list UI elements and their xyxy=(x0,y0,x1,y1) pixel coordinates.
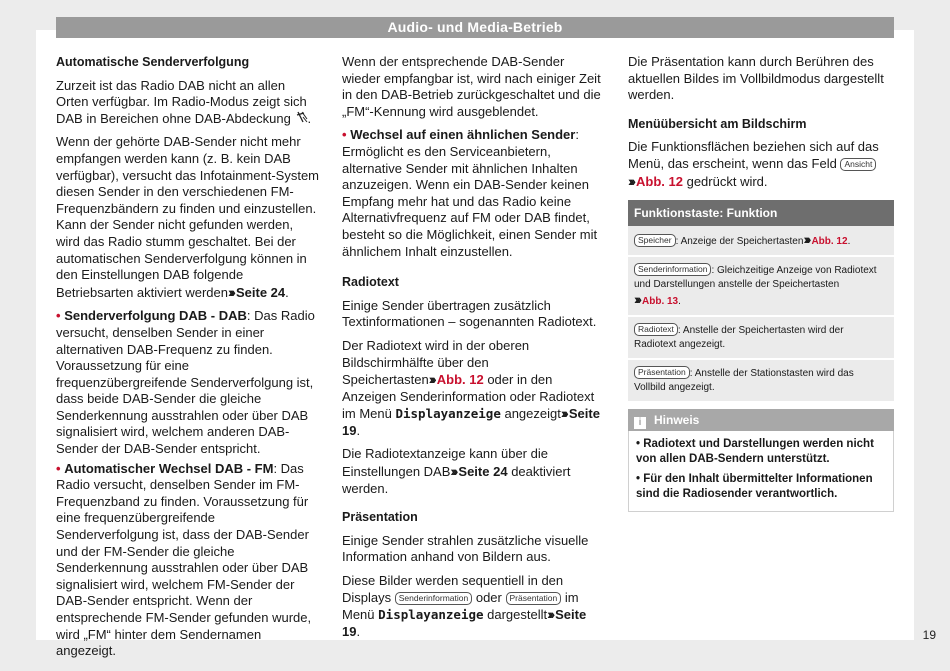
bullet-icon: • xyxy=(636,438,641,451)
menu-name: Displayanzeige xyxy=(378,607,484,623)
bullet-icon: • xyxy=(56,308,61,324)
bullet-title: Wechsel auf einen ähnlichen Sender xyxy=(350,127,576,143)
paragraph xyxy=(56,78,320,128)
no-dab-antenna-icon xyxy=(295,111,308,123)
paragraph xyxy=(56,134,320,301)
heading-radiotext: Radiotext xyxy=(342,275,399,290)
text: Die Funktionsflächen beziehen sich auf das Menü, das erscheint, wenn das Feld xyxy=(628,139,879,171)
key-praesentation[interactable]: Präsentation xyxy=(634,366,690,379)
paragraph xyxy=(342,338,604,440)
text: deaktiviert werden. xyxy=(342,464,571,496)
key-senderinformation[interactable]: Senderinformation xyxy=(395,592,472,605)
paragraph xyxy=(342,446,604,497)
text: . xyxy=(356,623,361,639)
function-text: : Gleichzeitige Anzeige von Radiotext und Darstellungen anstelle der Speichertasten xyxy=(634,265,877,291)
key-senderinformation[interactable]: Senderinformation xyxy=(634,263,711,276)
page-link[interactable]: Seite 24 xyxy=(235,284,286,300)
bullet-title: Automatischer Wechsel DAB - FM xyxy=(64,460,274,476)
hinweis-body xyxy=(628,431,894,512)
function-text: : Anstelle der Speichertasten wird der Radiotext angezeigt. xyxy=(634,325,844,351)
function-row xyxy=(628,257,894,317)
hinweis-box xyxy=(628,409,894,512)
page-link[interactable]: Seite 19 xyxy=(342,406,600,438)
text: . xyxy=(285,284,289,300)
function-text: : Anstelle der Stationstasten wird das Vollbild angezeigt. xyxy=(634,368,854,394)
text: im Menü xyxy=(342,589,579,623)
paragraph: Einige Sender strahlen zusätzliche visuelle Information anhand von Bildern aus. xyxy=(342,532,589,565)
paragraph: Die Präsentation kann durch Berühren des aktuellen Bildes im Vollbildmodus dargestellt werden. xyxy=(628,54,884,103)
figure-link[interactable]: Abb. 12 xyxy=(811,236,848,248)
bullet-text: : Ermöglicht es den Serviceanbietern, alternative Sender mit ähnlichen Inhalten anzuzeigen. Wenn ein DAB-Sender keinen Empfang mehr hat und das Radio keine Alternativfrequenz auf FM oder DAB findet, besteht so die Möglichkeit, einen Sender mit ähnlichem Inhalt einzustellen. xyxy=(342,127,598,259)
text: oder in den Anzeigen Senderinformation oder Radiotext im Menü xyxy=(342,372,595,422)
text: Zurzeit ist das Radio DAB nicht an allen Orten verfügbar. Im Radio-Modus zeigt sich DAB in Bereichen ohne DAB-Abdeckung xyxy=(56,77,307,126)
figure-link[interactable]: Abb. 12 xyxy=(436,372,484,388)
bullet-item xyxy=(56,308,320,457)
text: angezeigt xyxy=(504,406,561,422)
paragraph xyxy=(628,139,894,190)
arrow-icon: ››› xyxy=(450,463,456,480)
bullet-text: : Das Radio versucht, denselben Sender im FM-Frequenzband zu finden. Voraussetzung für eine frequenzübergreifende Senderverfolgung ist, dass der DAB-Sender und der FM-Sender die gleiche Senderkennung ausstrahlen oder über DAB signalisiert wird, welchem FM-Sender der DAB-Sender entspricht. Wenn der entsprechende FM-Sender gefunden wurde, wird „FM“ hinter dem Sendernamen angezeigt. xyxy=(56,460,312,659)
text: Diese Bilder werden sequentiell in den Displays xyxy=(342,573,564,605)
bullet-item xyxy=(56,461,320,660)
text: . xyxy=(847,236,851,248)
bullet-title: Senderverfolgung DAB - DAB xyxy=(64,308,247,324)
bullet-text: : Das Radio versucht, denselben Sender in einer alternativen DAB-Frequenz zu finden. Voraussetzung für eine frequenzübergreifende Senderverfolgung ist, dass beide DAB-Sender die gleiche Senderkennung ausstrahlen oder über DAB signalisiert wird, welchem anderen DAB-Sender der DAB-Sender entspricht. xyxy=(56,308,315,457)
page-link[interactable]: Seite 24 xyxy=(458,464,508,480)
text: oder xyxy=(475,589,502,605)
hinweis-title: Hinweis xyxy=(654,413,700,428)
text: . xyxy=(356,422,361,438)
arrow-icon: ››› xyxy=(227,283,233,300)
text: dargestellt xyxy=(487,607,548,623)
hinweis-item xyxy=(636,437,886,467)
arrow-icon: ››› xyxy=(560,405,566,422)
hinweis-header xyxy=(628,409,894,431)
text: . xyxy=(678,296,681,308)
figure-link[interactable]: Abb. 13 xyxy=(642,296,679,308)
text: Der Radiotext wird in der oberen Bildschirmhälfte über den Speichertasten xyxy=(342,337,530,388)
function-row xyxy=(628,360,894,403)
figure-link[interactable]: Abb. 12 xyxy=(636,173,683,189)
text: gedrückt wird. xyxy=(686,173,768,189)
hinweis-text: Radiotext und Darstellungen werden nicht von allen DAB-Sendern unterstützt. xyxy=(636,438,874,466)
info-icon: i xyxy=(634,417,646,429)
arrow-icon: ››› xyxy=(428,371,434,388)
bullet-icon: • xyxy=(636,473,641,486)
key-radiotext[interactable]: Radiotext xyxy=(634,323,678,336)
menu-name: Displayanzeige xyxy=(395,406,501,422)
arrow-icon: ››› xyxy=(634,291,639,308)
hinweis-text: Für den Inhalt übermittelter Informationen sind die Radiosender verantwortlich. xyxy=(636,473,873,501)
heading-senderverfolgung: Automatische Senderverfolgung xyxy=(56,55,250,69)
function-table xyxy=(628,200,894,403)
function-table-header: Funktionstaste: Funktion xyxy=(628,200,894,226)
text: Wenn der gehörte DAB-Sender nicht mehr empfangen werden kann (z. B. kein DAB verfügbar), versucht das Infotainment-System diesen Sender in den verschiedenen FM-Frequenzbändern zu finden und einzustellen. Kann der Sender nicht gefunden werden, wird das Radio stumm geschaltet. Bei der automatischen Senderverfolgung können in den Einstellungen DAB folgende Betriebsarten aktiviert werden xyxy=(56,134,320,300)
arrow-icon: ››› xyxy=(628,172,633,189)
heading-menueuebersicht: Menüübersicht am Bildschirm xyxy=(628,116,807,131)
page-link[interactable]: Seite 19 xyxy=(342,607,587,639)
function-text: : Anzeige der Speichertasten xyxy=(675,236,804,248)
key-ansicht[interactable]: Ansicht xyxy=(840,158,876,171)
arrow-icon: ››› xyxy=(803,231,809,248)
paragraph: Einige Sender übertragen zusätzlich Textinformationen – sogenannten Radiotext. xyxy=(342,297,597,330)
bullet-icon: • xyxy=(342,127,347,143)
bullet-item xyxy=(342,127,604,260)
key-praesentation[interactable]: Präsentation xyxy=(506,592,562,605)
text: . xyxy=(307,110,312,126)
column-2 xyxy=(342,54,604,647)
heading-praesentation: Präsentation xyxy=(342,510,418,525)
page-number: 19 xyxy=(922,628,936,642)
function-row xyxy=(628,226,894,257)
paragraph xyxy=(342,573,604,640)
paragraph: Wenn der entsprechende DAB-Sender wieder empfangbar ist, wird nach einiger Zeit in den DAB-Betrieb zurückgeschaltet und die „FM“-Kennung wird ausgeblendet. xyxy=(342,54,601,119)
column-1 xyxy=(56,54,320,663)
column-3 xyxy=(628,54,894,512)
text: Die Radiotextanzeige kann über die Einstellungen DAB xyxy=(342,446,548,480)
key-speicher[interactable]: Speicher xyxy=(634,234,676,247)
arrow-icon: ››› xyxy=(547,606,553,623)
function-row xyxy=(628,317,894,360)
hinweis-item xyxy=(636,472,886,502)
section-header: Audio- und Media-Betrieb xyxy=(56,17,894,38)
bullet-icon: • xyxy=(56,460,61,476)
